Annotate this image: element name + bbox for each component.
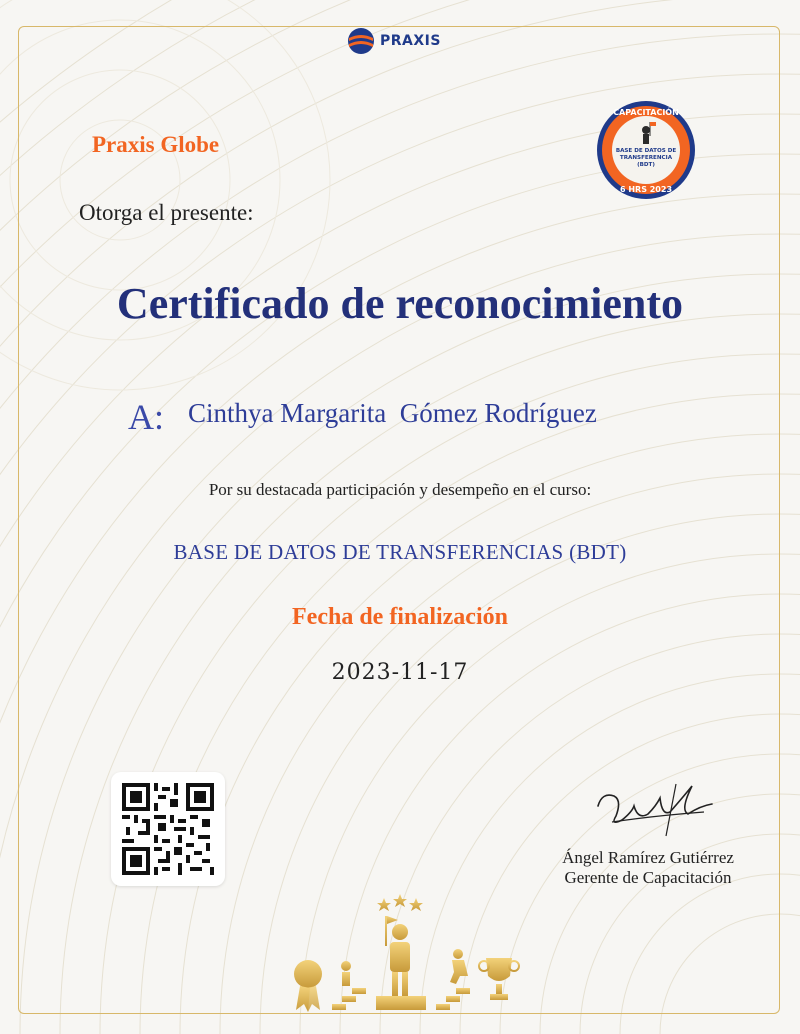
signature-icon (592, 776, 722, 840)
badge-line3: (BDT) (637, 162, 655, 168)
recipient-prefix: A: (128, 397, 164, 437)
qr-code-card[interactable] (111, 772, 225, 886)
trophy-icon (479, 958, 519, 1000)
qr-code-icon (122, 783, 214, 875)
grant-text: Otorga el presente: (79, 200, 254, 225)
certificate-title: Certificado de reconocimiento (116, 279, 684, 328)
completion-date-label: Fecha de finalización (292, 604, 508, 630)
signer-name: Ángel Ramírez Gutiérrez (562, 848, 734, 867)
reason-text: Por su destacada participación y desempeño en el curso: (208, 480, 592, 499)
praxis-logo (346, 20, 462, 62)
recipient-name: Cinthya Margarita Gómez Rodríguez (188, 398, 597, 428)
badge-top-arc: CAPACITACIÓN (613, 108, 679, 117)
completion-date: 2023-11-17 (331, 660, 469, 685)
award-ribbon-icon (294, 960, 322, 1012)
logo-text: PRAXIS (380, 33, 441, 49)
badge-bottom-arc: 6 HRS 2023 (619, 185, 673, 194)
badge-line2: TRANSFERENCIA (619, 155, 673, 161)
stairs-climber-icon (376, 916, 426, 1010)
praxis-globe-icon (346, 26, 376, 56)
course-badge-icon (596, 100, 696, 200)
achievement-illustration (280, 892, 530, 1018)
badge-line1: BASE DE DATOS DE (615, 148, 677, 154)
signer-role: Gerente de Capacitación (564, 868, 732, 887)
course-name: BASE DE DATOS DE TRANSFERENCIAS (BDT) (173, 540, 627, 564)
organization-name: Praxis Globe (92, 132, 220, 157)
